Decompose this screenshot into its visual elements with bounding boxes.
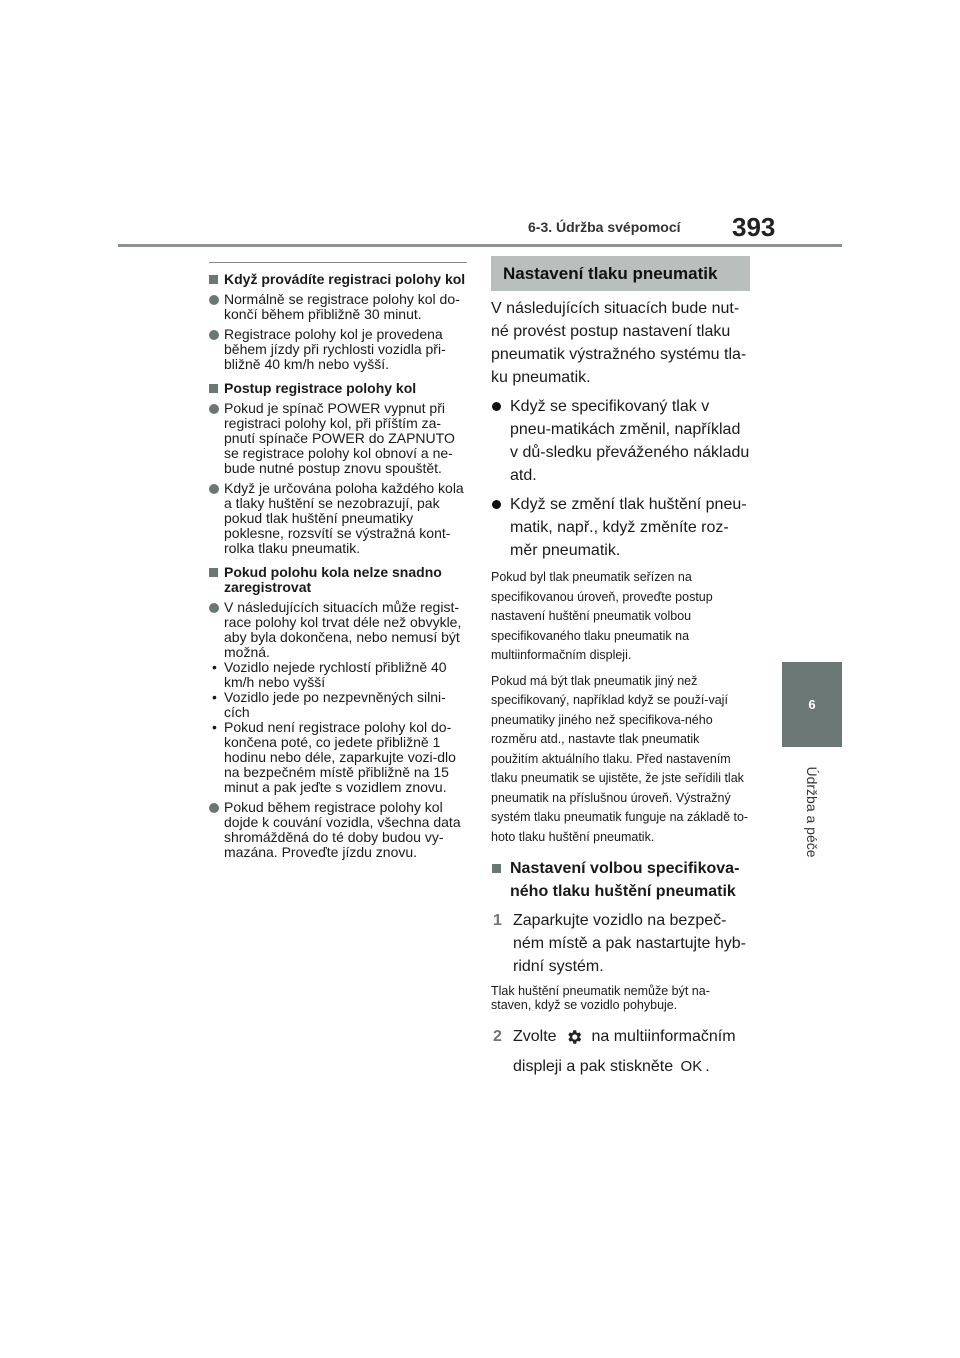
step-text: Zaparkujte vozidlo na bezpeč-ném místě a pak nastartujte hyb-ridní systém.: [513, 912, 746, 975]
sub-list-item: [209, 690, 467, 720]
circle-bullet-icon: [209, 484, 219, 494]
chapter-tab[interactable]: 6: [782, 662, 842, 747]
list-item-text: Pokud během registrace polohy kol dojde k couvání vozidla, všechna data shromážděná do té doby budou vy-mazána. Proveďte jízdu znovu.: [224, 799, 461, 860]
list-item: [209, 800, 467, 860]
list-item: [209, 600, 467, 660]
list-item-text: Když se specifikovaný tlak v pneu-matikách změnil, například v dů-sledku převáženého nákladu atd.: [510, 398, 750, 484]
page-number: 393: [732, 212, 776, 242]
list-item: [209, 401, 467, 476]
subheading-text: Pokud polohu kola nelze snadno zaregistrovat: [224, 564, 442, 595]
paragraph: Pokud byl tlak pneumatik seřízen na specifikovanou úroveň, proveďte postup nastavení huštění pneumatik volbou specifikovaného tlaku pneumatik na multiinformačním displeji.: [491, 570, 713, 662]
sub-list-item: [209, 660, 467, 690]
note: Tlak huštění pneumatik nemůže být na-staven, když se vozidlo pohybuje.: [491, 984, 710, 1012]
circle-bullet-icon: [492, 500, 501, 509]
list-item-text: Když je určována poloha každého kola a tlaky huštění se nezobrazují, pak pokud tlak huštění pneumatiky poklesne, rozsvítí se výstražná kont-rolka tlaku pneumatik.: [224, 480, 464, 556]
list-item-text: V následujících situacích může regist-race polohy kol trvat déle než obvykle, aby byla dokončena, nebo nemusí být možná.: [224, 599, 462, 660]
ok-key: OK: [680, 1058, 703, 1075]
section-title: 6-3. Údržba svépomocí: [528, 219, 681, 235]
subheading: [209, 565, 467, 595]
step-text-end: .: [705, 1058, 710, 1075]
chapter-label: Údržba a péče: [804, 766, 820, 858]
list-item: [209, 292, 467, 322]
list-item: [209, 481, 467, 556]
left-column: [209, 262, 467, 865]
step-number: 2: [493, 1028, 502, 1045]
column-rule: [209, 262, 467, 263]
subheading-text: Postup registrace polohy kol: [224, 380, 417, 396]
square-bullet-icon: [209, 568, 218, 577]
paragraph: Pokud má být tlak pneumatik jiný než specifikovaný, například když se použí-vají pneumatiky jiného než specifikova-ného rozměru atd., nastavte tlak pneumatik použitím aktuálního tlaku. Před nastavením tlaku pneumatik se ujistěte, že jste seřídili tlak pneumatik na příslušnou úroveň. Výstražný systém tlaku pneumatik funguje na základě to-hoto tlaku huštění pneumatik.: [491, 673, 749, 844]
square-bullet-icon: [209, 275, 218, 284]
list-item: [491, 493, 750, 562]
sub-list-item: [209, 720, 467, 795]
gear-icon: [565, 1028, 583, 1046]
subheading-text: Nastavení volbou specifikova-ného tlaku huštění pneumatik: [510, 860, 740, 900]
subheading: [209, 272, 467, 287]
circle-bullet-icon: [209, 803, 219, 813]
list-item-text: Pokud je spínač POWER vypnut při registraci polohy kol, při příštím za-pnutí spínače POWER do ZAPNUTO se registrace polohy kol obnoví a ne-bude nutné postup znovu spouštět.: [224, 400, 455, 476]
circle-bullet-icon: [209, 603, 219, 613]
square-bullet-icon: [209, 384, 218, 393]
list-item-text: Normálně se registrace polohy kol do-končí během přibližně 30 minut.: [224, 291, 460, 322]
circle-bullet-icon: [209, 330, 219, 340]
square-bullet-icon: [492, 864, 501, 873]
step-text: na multiinformačním displeji a pak stiskněte: [513, 1028, 736, 1075]
sub-list-item-text: Pokud není registrace polohy kol do-končena poté, co jedete přibližně 1 hodinu nebo déle, zaparkujte vozi-dlo na bezpečném místě přibližně na 15 minut a pak jeďte s vozidlem znovu.: [224, 719, 456, 795]
dot-bullet-icon: •: [212, 689, 217, 705]
dot-bullet-icon: •: [212, 719, 217, 735]
subheading: [209, 381, 467, 396]
list-item: [491, 395, 750, 487]
step-text: Zvolte: [513, 1028, 557, 1045]
subheading: [491, 857, 750, 903]
right-column: [491, 256, 750, 1088]
step-1: [491, 909, 750, 978]
circle-bullet-icon: [209, 404, 219, 414]
circle-bullet-icon: [209, 295, 219, 305]
list-item: [209, 327, 467, 372]
list-item-text: Když se změní tlak huštění pneu-matik, např., když změníte roz-měr pneumatik.: [510, 496, 747, 559]
intro-paragraph: V následujících situacích bude nut-né provést postup nastavení tlaku pneumatik výstražného systému tla-ku pneumatik.: [491, 300, 747, 386]
subheading-text: Když provádíte registraci polohy kol: [224, 271, 466, 287]
step-number: 1: [493, 912, 502, 929]
header-rule: [118, 244, 842, 247]
sub-list-item-text: Vozidlo nejede rychlostí přibližně 40 km/h nebo vyšší: [224, 659, 447, 690]
step-2: [491, 1022, 750, 1082]
list-item-text: Registrace polohy kol je provedena během jízdy při rychlosti vozidla při-bližně 40 km/h nebo vyšší.: [224, 326, 446, 372]
dot-bullet-icon: •: [212, 659, 217, 675]
sub-list-item-text: Vozidlo jede po nezpevněných silni-cích: [224, 689, 446, 720]
section-band: Nastavení tlaku pneumatik: [491, 256, 750, 291]
circle-bullet-icon: [492, 402, 501, 411]
